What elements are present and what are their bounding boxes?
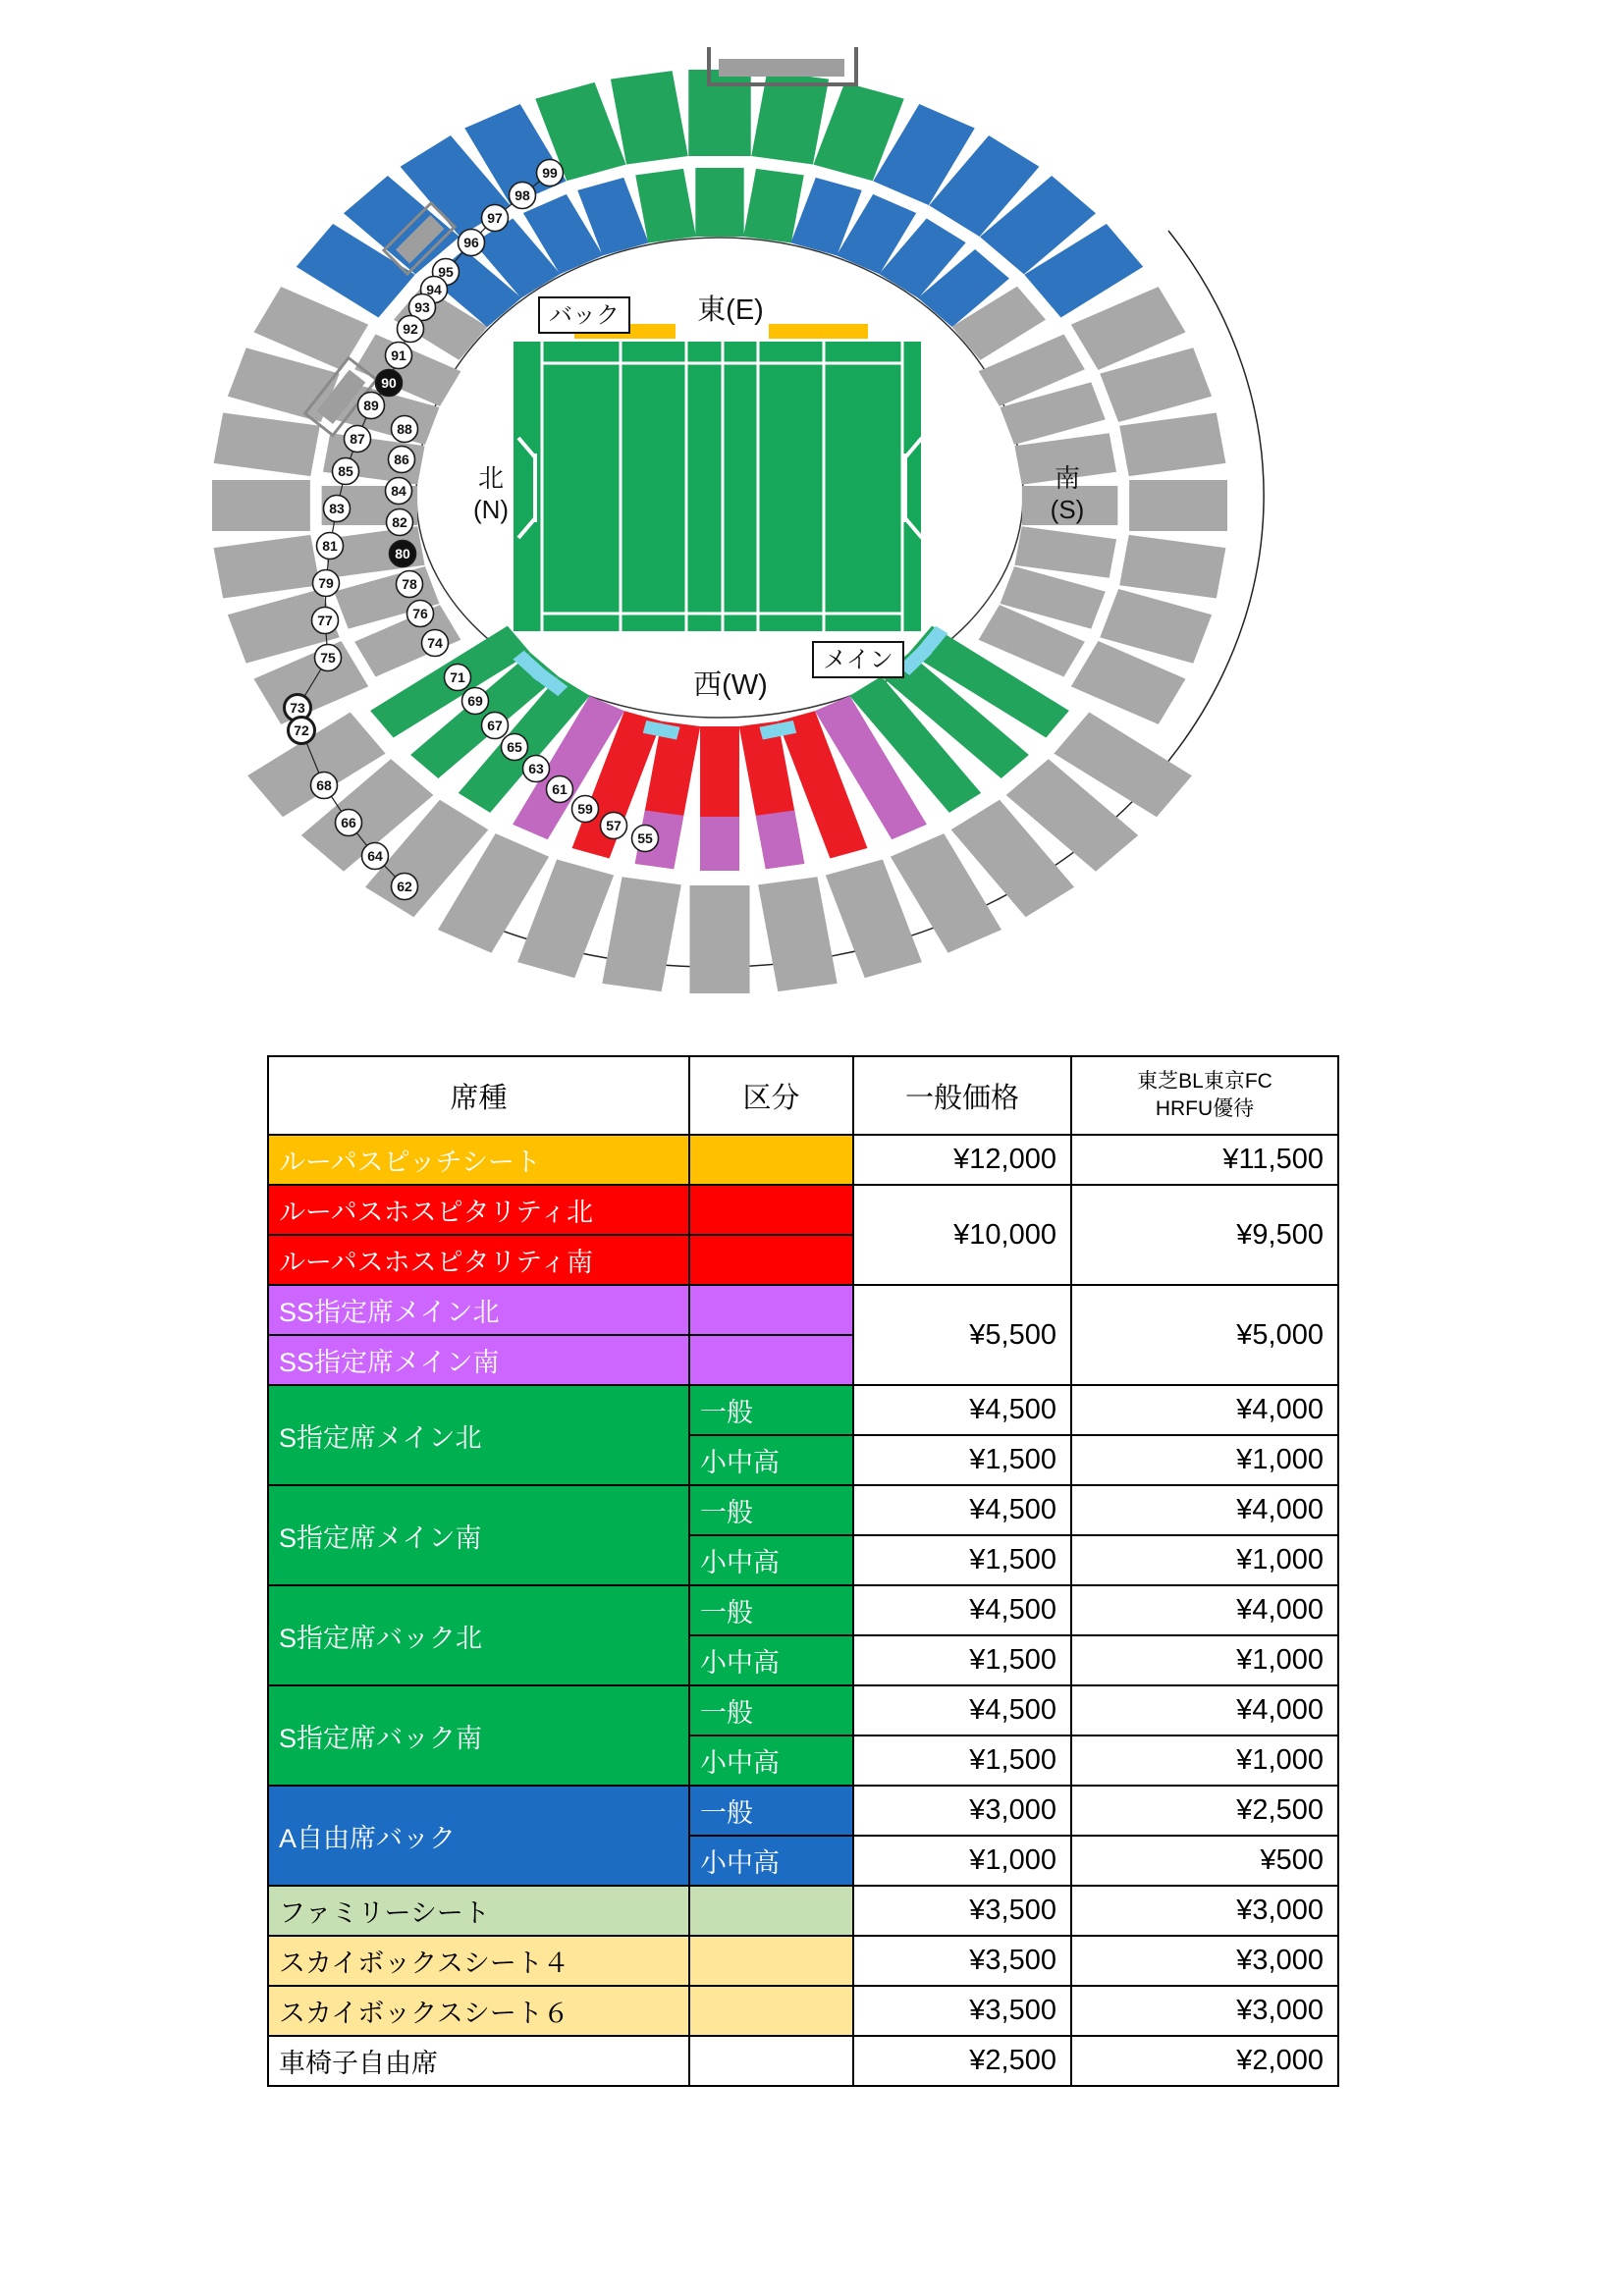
category-cell: 小中高 — [689, 1435, 853, 1485]
discount-price: ¥1,000 — [1071, 1535, 1338, 1585]
south-label-en: (S) — [1050, 495, 1085, 524]
section-number — [482, 205, 509, 232]
general-price: ¥1,500 — [853, 1735, 1071, 1786]
pitch-seat-bar — [769, 324, 868, 339]
general-price: ¥1,500 — [853, 1635, 1071, 1685]
discount-price: ¥3,000 — [1071, 1936, 1338, 1986]
table-row — [268, 1685, 1338, 1735]
svg-text:65: 65 — [507, 739, 522, 755]
general-price: ¥10,000 — [853, 1185, 1071, 1285]
table-row — [268, 1385, 1338, 1435]
seat-name: ルーパスホスピタリティ南 — [268, 1235, 689, 1285]
section-number — [601, 813, 627, 839]
general-price: ¥2,500 — [853, 2036, 1071, 2086]
section-number — [315, 645, 342, 671]
section-number — [482, 713, 509, 739]
svg-text:76: 76 — [412, 606, 428, 621]
table-row — [268, 1485, 1338, 1535]
stadium-seating-map — [0, 0, 1623, 1041]
svg-text:82: 82 — [392, 514, 407, 530]
seat-name: S指定席バック南 — [268, 1685, 689, 1786]
table-row — [268, 1185, 1338, 1235]
rugby-field — [514, 342, 922, 631]
category-cell — [689, 1185, 853, 1235]
discount-price: ¥4,000 — [1071, 1485, 1338, 1535]
header-category: 区分 — [689, 1056, 853, 1135]
general-price: ¥5,500 — [853, 1285, 1071, 1385]
seat-name: S指定席メイン北 — [268, 1385, 689, 1485]
seat-name: SS指定席メイン北 — [268, 1285, 689, 1335]
category-cell: 小中高 — [689, 1836, 853, 1886]
svg-text:88: 88 — [397, 421, 412, 437]
svg-text:69: 69 — [467, 693, 483, 709]
section — [1119, 535, 1225, 599]
svg-text:62: 62 — [397, 879, 412, 894]
table-row — [268, 1585, 1338, 1635]
table-row — [268, 1936, 1338, 1986]
svg-text:99: 99 — [542, 165, 558, 181]
category-cell — [689, 1986, 853, 2036]
svg-text:75: 75 — [320, 650, 336, 666]
svg-text:89: 89 — [363, 398, 379, 413]
discount-price: ¥4,000 — [1071, 1585, 1338, 1635]
seat-name: ファミリーシート — [268, 1886, 689, 1936]
discount-price: ¥9,500 — [1071, 1185, 1338, 1285]
category-cell: 一般 — [689, 1385, 853, 1435]
section-number — [389, 447, 415, 473]
section-number — [324, 496, 351, 522]
west-label: 西(W) — [693, 669, 768, 701]
section — [635, 169, 696, 243]
discount-price: ¥11,500 — [1071, 1135, 1338, 1185]
general-price: ¥4,500 — [853, 1685, 1071, 1735]
section-number — [386, 478, 412, 505]
general-price: ¥1,500 — [853, 1535, 1071, 1585]
svg-text:メイン: メイン — [823, 647, 893, 673]
discount-price: ¥2,000 — [1071, 2036, 1338, 2086]
svg-text:63: 63 — [528, 761, 544, 776]
category-cell: 小中高 — [689, 1535, 853, 1585]
seat-name: ルーパスホスピタリティ北 — [268, 1185, 689, 1235]
seat-name: ルーパスピッチシート — [268, 1135, 689, 1185]
section-number — [459, 230, 485, 256]
discount-price: ¥1,000 — [1071, 1635, 1338, 1685]
section — [1129, 480, 1227, 531]
svg-text:55: 55 — [637, 830, 653, 846]
seat-name: 車椅子自由席 — [268, 2036, 689, 2086]
svg-text:98: 98 — [514, 187, 530, 203]
general-price: ¥3,500 — [853, 1936, 1071, 1986]
section-number — [547, 776, 573, 803]
svg-text:57: 57 — [606, 818, 622, 833]
svg-text:72: 72 — [294, 722, 309, 738]
category-cell: 一般 — [689, 1585, 853, 1635]
section — [695, 168, 743, 237]
svg-text:97: 97 — [487, 210, 503, 226]
section-number — [397, 571, 423, 598]
discount-price: ¥500 — [1071, 1836, 1338, 1886]
category-cell — [689, 1936, 853, 1986]
discount-header-line2: HRFU優待 — [1155, 1097, 1255, 1120]
section — [758, 877, 838, 991]
discount-price: ¥4,000 — [1071, 1385, 1338, 1435]
back-stand-label — [539, 297, 629, 333]
svg-text:74: 74 — [427, 635, 443, 651]
section-number — [407, 601, 434, 627]
section-number — [333, 458, 359, 485]
table-row — [268, 2036, 1338, 2086]
section-purple-band — [756, 811, 805, 870]
section-number — [502, 734, 528, 761]
seating-ring-right — [979, 287, 1227, 724]
category-cell: 小中高 — [689, 1735, 853, 1786]
general-price: ¥1,000 — [853, 1836, 1071, 1886]
svg-text:64: 64 — [367, 848, 383, 864]
header-general-price: 一般価格 — [853, 1056, 1071, 1135]
general-price: ¥3,000 — [853, 1786, 1071, 1836]
section — [1014, 526, 1116, 577]
svg-text:79: 79 — [318, 575, 334, 591]
section-number — [317, 533, 344, 560]
general-price: ¥3,500 — [853, 1986, 1071, 2036]
seat-name: S指定席バック北 — [268, 1585, 689, 1685]
header-seat-type: 席種 — [268, 1056, 689, 1135]
section — [212, 480, 310, 531]
seat-name: S指定席メイン南 — [268, 1485, 689, 1585]
svg-text:80: 80 — [395, 546, 410, 561]
svg-text:バック: バック — [549, 302, 620, 329]
svg-text:78: 78 — [402, 576, 417, 592]
svg-text:77: 77 — [317, 613, 333, 628]
section-number — [387, 509, 413, 536]
svg-text:92: 92 — [403, 321, 418, 337]
section — [689, 885, 749, 993]
section-number — [510, 183, 536, 209]
section-number — [358, 393, 385, 419]
svg-text:66: 66 — [341, 815, 356, 830]
section-number — [422, 630, 449, 657]
discount-price: ¥3,000 — [1071, 1986, 1338, 2036]
category-cell — [689, 2036, 853, 2086]
svg-text:95: 95 — [438, 264, 454, 280]
table-row — [268, 1986, 1338, 2036]
section-number — [345, 426, 371, 453]
seat-name: スカイボックスシート６ — [268, 1986, 689, 2036]
general-price: ¥12,000 — [853, 1135, 1071, 1185]
svg-text:85: 85 — [338, 463, 353, 479]
seat-name: スカイボックスシート４ — [268, 1936, 689, 1986]
section-number — [572, 796, 599, 823]
east-label: 東(E) — [697, 294, 764, 326]
table-row — [268, 1886, 1338, 1936]
table-row — [268, 1135, 1338, 1185]
section — [1119, 412, 1225, 476]
category-cell — [689, 1886, 853, 1936]
svg-text:81: 81 — [322, 538, 338, 554]
general-price: ¥3,500 — [853, 1886, 1071, 1936]
svg-text:67: 67 — [487, 718, 503, 733]
discount-price: ¥1,000 — [1071, 1735, 1338, 1786]
svg-text:96: 96 — [463, 235, 479, 250]
section-number — [312, 608, 339, 634]
svg-text:86: 86 — [394, 452, 409, 467]
north-label-en: (N) — [472, 495, 510, 524]
section-number — [632, 826, 659, 852]
section-purple-band — [700, 817, 739, 871]
section-number — [386, 343, 412, 369]
section — [743, 169, 804, 243]
header-discount-price — [1071, 1056, 1338, 1135]
section-number — [289, 718, 315, 744]
section-number — [390, 541, 416, 567]
section-number — [362, 843, 389, 870]
discount-header-line1: 東芝BL東京FC — [1137, 1069, 1272, 1093]
section — [214, 535, 320, 599]
general-price: ¥1,500 — [853, 1435, 1071, 1485]
section-number — [398, 316, 424, 343]
section-number — [392, 874, 418, 900]
general-price: ¥4,500 — [853, 1485, 1071, 1535]
section — [611, 71, 688, 164]
category-cell — [689, 1335, 853, 1385]
category-cell — [689, 1135, 853, 1185]
category-cell: 一般 — [689, 1485, 853, 1535]
discount-price: ¥5,000 — [1071, 1285, 1338, 1385]
svg-text:91: 91 — [391, 347, 406, 363]
section — [602, 877, 681, 991]
category-cell: 小中高 — [689, 1635, 853, 1685]
section-number — [313, 570, 340, 597]
category-cell — [689, 1235, 853, 1285]
svg-text:68: 68 — [316, 777, 332, 793]
category-cell: 一般 — [689, 1786, 853, 1836]
section-number — [523, 756, 550, 782]
general-price: ¥4,500 — [853, 1585, 1071, 1635]
discount-price: ¥2,500 — [1071, 1786, 1338, 1836]
section-number — [462, 688, 489, 715]
section-number — [311, 773, 338, 799]
main-stand-label — [813, 642, 903, 677]
seat-name: A自由席バック — [268, 1786, 689, 1886]
section-number — [376, 370, 403, 397]
discount-price: ¥4,000 — [1071, 1685, 1338, 1735]
table-row — [268, 1786, 1338, 1836]
discount-price: ¥1,000 — [1071, 1435, 1338, 1485]
north-label: 北 — [477, 463, 505, 493]
svg-text:73: 73 — [290, 700, 305, 716]
south-label: 南 — [1054, 463, 1081, 493]
svg-text:61: 61 — [552, 781, 568, 797]
general-price: ¥4,500 — [853, 1385, 1071, 1435]
section-number — [336, 810, 362, 836]
svg-text:87: 87 — [350, 431, 365, 447]
svg-text:59: 59 — [577, 801, 593, 817]
svg-text:90: 90 — [381, 375, 397, 391]
svg-text:71: 71 — [450, 669, 465, 685]
table-row — [268, 1285, 1338, 1335]
category-cell — [689, 1285, 853, 1335]
svg-text:84: 84 — [391, 483, 406, 499]
section-number — [392, 416, 418, 443]
svg-text:83: 83 — [329, 501, 345, 516]
section — [214, 412, 320, 476]
category-cell: 一般 — [689, 1685, 853, 1735]
section-number — [537, 160, 564, 187]
svg-text:94: 94 — [426, 282, 442, 297]
svg-text:93: 93 — [414, 299, 430, 315]
discount-price: ¥3,000 — [1071, 1886, 1338, 1936]
price-table — [267, 1055, 1339, 2087]
section-number — [445, 665, 471, 691]
seat-name: SS指定席メイン南 — [268, 1335, 689, 1385]
